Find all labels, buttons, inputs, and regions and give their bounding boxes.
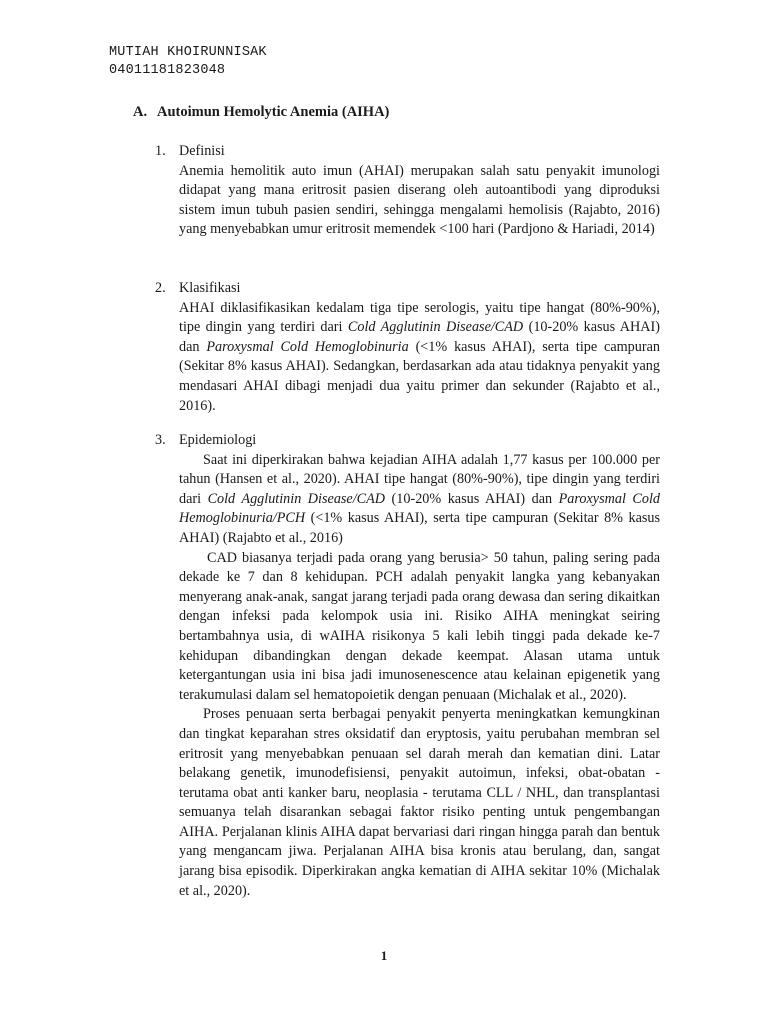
list-item-definisi — [155, 142, 660, 240]
item-number: 2. — [155, 280, 166, 296]
item-body — [179, 451, 660, 902]
text-run: AHAI diklasifikasikan kedalam tiga tipe serologis, yaitu tipe hangat (80%-90%), tipe dingin yang terdiri dari — [179, 299, 660, 336]
item-title: Definisi — [179, 143, 225, 159]
text-run: (<1% kasus AHAI), serta tipe campuran (Sekitar 8% kasus AHAI) (Rajabto et al., 2016) — [179, 510, 660, 546]
author-name: MUTIAH KHOIRUNNISAK — [109, 45, 267, 60]
item-title: Epidemiologi — [179, 432, 257, 448]
section-heading — [133, 104, 389, 121]
paragraph — [179, 162, 660, 240]
item-body — [179, 299, 660, 417]
paragraph — [179, 705, 660, 901]
text-run: (10-20% kasus AHAI) dan — [179, 319, 660, 355]
list-item-epidemiologi — [155, 431, 660, 901]
author-header — [109, 44, 267, 80]
item-number: 3. — [155, 432, 166, 448]
text-run: CAD biasanya terjadi pada orang yang berusia> 50 tahun, paling sering pada dekade ke 7 dan 8 kehidupan. PCH adalah penyakit langka yang kebanyakan menyerang anak-anak, sangat jarang terjadi pada orang dewasa dan sering dikaitkan dengan infeksi pada kelompok usia ini. Risiko AIHA meningkat seiring bertambahnya usia, di wAIHA risikonya 5 kali lebih tinggi pada dekade ke-7 kehidupan dibandingkan dengan dekade keempat. Alasan utama untuk ketergantungan usia ini bisa jadi imunosenescence atau kelainan epigenetik yang terakumulasi dalam sel hematopoietik dengan penuaan (Michalak et al., 2020). — [179, 549, 660, 703]
page-number: 1 — [380, 948, 388, 963]
item-number: 1. — [155, 143, 166, 159]
student-id: 04011181823048 — [109, 63, 226, 78]
text-run: Proses penuaan serta berbagai penyakit penyerta meningkatkan kemungkinan dan tingkat keparahan stres oksidatif dan eryptosis, yaitu perubahan membran sel eritrosit yang menyebabkan penuaan sel darah merah dan kematian dini. Latar belakang genetik, imunodefisiensi, penyakit autoimun, infeksi, obat-obatan - terutama obat anti kanker baru, neoplasia - terutama CLL / NHL, dan transplantasi semuanya telah disarankan sebagai faktor risiko penting untuk pengembangan AIHA. Perjalanan klinis AIHA dapat bervariasi dari ringan hingga parah dan bentuk yang mengancam jiwa. Perjalanan AIHA bisa kronis atau berulang, dan, sangat jarang bisa episodik. Diperkirakan angka kematian di AIHA sekitar 10% (Michalak et al., 2020). — [179, 706, 660, 899]
italic-term: Paroxysmal Cold Hemoglobinuria/PCH — [179, 490, 660, 527]
text-run: (10-20% kasus AHAI) dan — [385, 490, 559, 507]
paragraph — [179, 451, 660, 549]
text-run: Saat ini diperkirakan bahwa kejadian AIHA adalah 1,77 kasus per 100.000 per tahun (Hansen et al., 2020). AHAI tipe hangat (80%-90%), tipe dingin yang terdiri dari — [179, 451, 660, 507]
paragraph — [179, 549, 660, 706]
text-run: (<1% kasus AHAI), serta tipe campuran (Sekitar 8% kasus AHAI). Sedangkan, berdasarkan ada atau tidaknya penyakit yang mendasari AHAI dibagi menjadi dua yaitu primer dan sekunder (Rajabto et al., 2016). — [179, 338, 660, 414]
list-item-klasifikasi — [155, 279, 660, 416]
section-title: Autoimun Hemolytic Anemia (AIHA) — [157, 104, 390, 120]
item-title: Klasifikasi — [179, 280, 241, 296]
italic-term: Cold Agglutinin Disease/CAD — [347, 319, 524, 336]
text-run: Anemia hemolitik auto imun (AHAI) merupakan salah satu penyakit imunologi didapat yang mana eritrosit pasien diserang oleh autoantibodi yang diproduksi sistem imun tubuh pasien sendiri, sehingga mengalami hemolisis (Rajabto, 2016) yang menyebabkan umur eritrosit memendek <100 hari (Pardjono & Hariadi, 2014) — [179, 162, 660, 238]
paragraph — [179, 299, 660, 417]
italic-term: Paroxysmal Cold Hemoglobinuria — [206, 338, 409, 355]
section-letter: A. — [133, 104, 148, 120]
item-body — [179, 162, 660, 240]
italic-term: Cold Agglutinin Disease/CAD — [207, 490, 386, 507]
